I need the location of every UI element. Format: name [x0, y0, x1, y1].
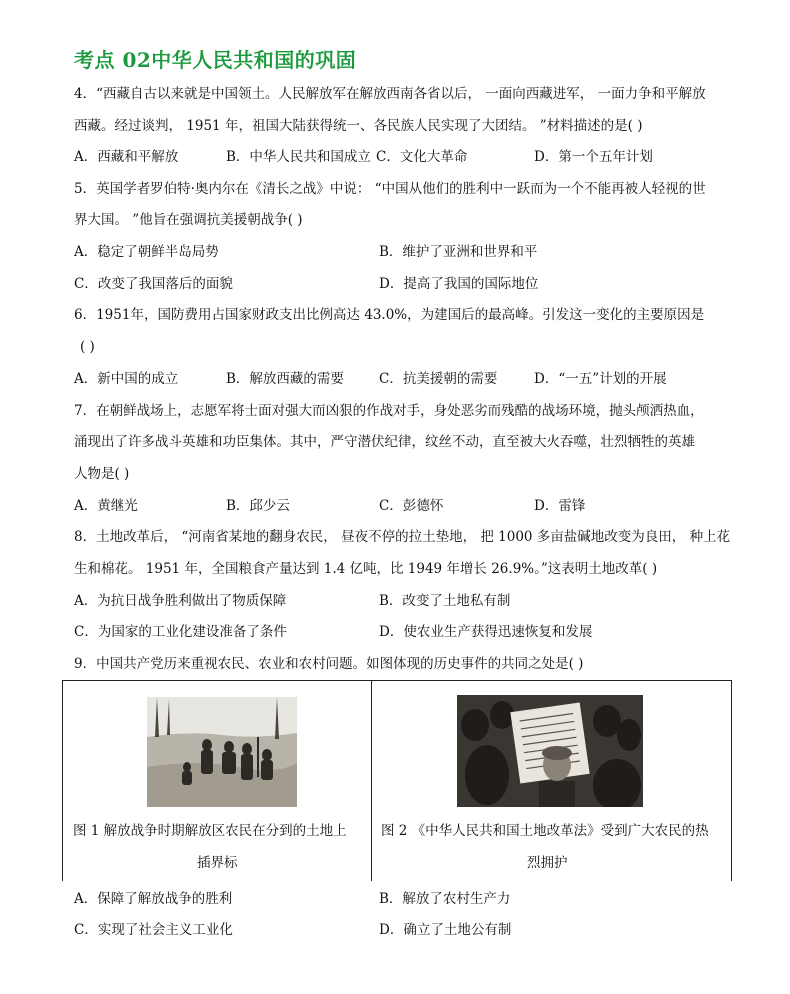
q4-option-b[interactable]: B．中华人民共和国成立 [226, 149, 371, 165]
q5-option-c[interactable]: C．改变了我国落后的面貌 [74, 276, 233, 292]
q4-option-c[interactable]: C．文化大革命 [376, 149, 468, 165]
q7-option-d[interactable]: D．雷锋 [534, 498, 586, 514]
q7-stem-line-1: 7．在朝鲜战场上，志愿军将士面对强大而凶狠的作战对手，身处恶劣而残酷的战场环境，抛头颅洒热血， [74, 403, 704, 419]
figure-1-caption-line-1: 图 1 解放战争时期解放区农民在分到的土地上 [73, 823, 347, 839]
figure-table-divider [371, 681, 372, 881]
q5-option-d[interactable]: D．提高了我国的国际地位 [379, 276, 539, 292]
q8-option-b[interactable]: B．改变了土地私有制 [379, 593, 511, 609]
figure-2-photo [457, 695, 643, 807]
q9-option-c[interactable]: C．实现了社会主义工业化 [74, 922, 233, 938]
q7-option-a[interactable]: A．黄继光 [74, 498, 138, 514]
q8-option-a[interactable]: A．为抗日战争胜利做出了物质保障 [74, 593, 287, 609]
q5-stem-line-2: 界大国。 ”他旨在强调抗美援朝战争( ) [74, 212, 303, 228]
q6-option-a[interactable]: A．新中国的成立 [74, 371, 179, 387]
figure-2-caption-line-2: 烈拥护 [527, 855, 568, 871]
q9-option-a[interactable]: A．保障了解放战争的胜利 [74, 891, 233, 907]
q9-option-d[interactable]: D．确立了土地公有制 [379, 922, 512, 938]
q5-option-a[interactable]: A．稳定了朝鲜半岛局势 [74, 244, 219, 260]
q9-stem-line-1: 9．中国共产党历来重视农民、农业和农村问题。如图体现的历史事件的共同之处是( ) [74, 656, 584, 672]
q5-stem-line-1: 5．英国学者罗伯特·奥内尔在《清长之战》中说： “中国从他们的胜利中一跃而为一个不能再被人轻视的世 [74, 181, 706, 197]
section-title: 考点 02中华人民共和国的巩固 [74, 48, 357, 72]
q4-stem-line-1: 4．“西藏自古以来就是中国领土。人民解放军在解放西南各省以后， 一面向西藏进军， 一面力争和平解放 [74, 86, 706, 102]
q7-stem-line-2: 涌现出了许多战斗英雄和功臣集体。其中，严守潜伏纪律，纹丝不动，直至被大火吞噬，壮烈牺牲的英雄 [74, 434, 695, 450]
q6-option-b[interactable]: B．解放西藏的需要 [226, 371, 344, 387]
q4-option-a[interactable]: A．西藏和平解放 [74, 149, 179, 165]
q9-option-b[interactable]: B．解放了农村生产力 [379, 891, 511, 907]
figure-1-caption-line-2: 插界标 [197, 855, 238, 871]
q6-option-d[interactable]: D．“一五”计划的开展 [534, 371, 667, 387]
q5-option-b[interactable]: B．维护了亚洲和世界和平 [379, 244, 538, 260]
q6-stem-line-1: 6．1951年，国防费用占国家财政支出比例高达 43.0%，为建国后的最高峰。引发这一变化的主要原因是 [74, 307, 705, 323]
q7-option-b[interactable]: B．邱少云 [226, 498, 290, 514]
figure-table [62, 680, 732, 881]
q4-option-d[interactable]: D．第一个五年计划 [534, 149, 653, 165]
figure-2-caption-line-1: 图 2 《中华人民共和国土地改革法》受到广大农民的热 [381, 823, 709, 839]
q8-option-c[interactable]: C．为国家的工业化建设准备了条件 [74, 624, 287, 640]
q6-option-c[interactable]: C．抗美援朝的需要 [379, 371, 498, 387]
q8-option-d[interactable]: D．使农业生产获得迅速恢复和发展 [379, 624, 593, 640]
q4-stem-line-2: 西藏。经过谈判， 1951 年，祖国大陆获得统一、各民族人民实现了大团结。 ”材料描述的是( ) [74, 118, 643, 134]
q8-stem-line-2: 生和棉花。 1951 年，全国粮食产量达到 1.4 亿吨，比 1949 年增长 26.9%。”这表明土地改革( ) [74, 561, 658, 577]
q6-stem-line-2: ( ) [80, 339, 95, 355]
q7-option-c[interactable]: C．彭德怀 [379, 498, 444, 514]
q7-stem-line-3: 人物是( ) [74, 466, 130, 482]
q8-stem-line-1: 8．土地改革后， “河南省某地的翻身农民， 昼夜不停的拉土垫地， 把 1000 多亩盐碱地改变为良田， 种上花 [74, 529, 731, 545]
figure-1-photo [147, 697, 297, 807]
